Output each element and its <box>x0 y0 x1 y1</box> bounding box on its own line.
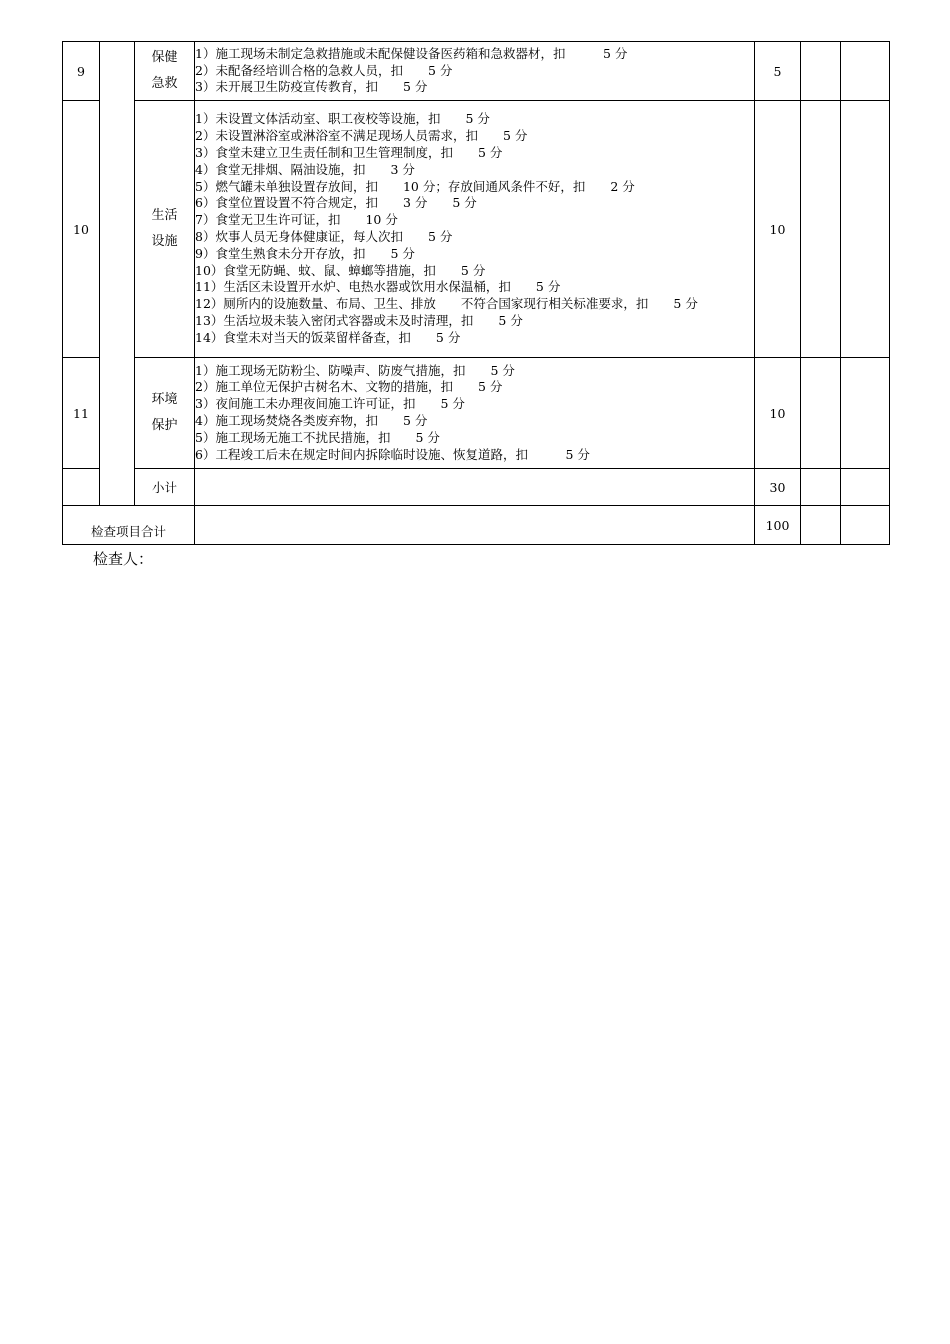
actual-score-cell <box>841 469 890 506</box>
deduction-item: 1）施工现场未制定急救措施或未配保健设备医药箱和急救器材，扣 5 分 <box>195 45 628 61</box>
row-number: 9 <box>63 42 100 101</box>
deduction-item: 2）未设置淋浴室或淋浴室不满足现场人员需求，扣 5 分 <box>195 128 528 144</box>
deduction-item: 7）食堂无卫生许可证，扣 10 分 <box>195 212 398 228</box>
actual-score-cell <box>841 506 890 545</box>
score-cell: 10 <box>755 101 801 358</box>
actual-score-cell <box>841 358 890 469</box>
deduction-item: 9）食堂生熟食未分开存放，扣 5 分 <box>195 245 415 261</box>
deduction-item: 12）厕所内的设施数量、布局、卫生、排放 不符合国家现行相关标准要求，扣 5 分 <box>195 296 698 312</box>
deduction-item: 6）食堂位置设置不符合规定，扣 3 分 5 分 <box>195 195 477 211</box>
score-cell: 5 <box>755 42 801 101</box>
deduction-item: 5）施工现场无施工不扰民措施，扣 5 分 <box>195 429 440 445</box>
subtotal-row <box>63 469 890 506</box>
row-number: 10 <box>63 101 100 358</box>
blank-cell <box>63 469 100 506</box>
deduction-items-cell <box>195 358 755 469</box>
deduction-item: 14）食堂未对当天的饭菜留样备查，扣 5 分 <box>195 329 461 345</box>
total-label: 检查项目合计 <box>63 506 195 545</box>
deduction-cell <box>801 358 841 469</box>
category-cell <box>135 358 195 469</box>
category-line: 保健 <box>151 50 178 65</box>
subtotal-score: 30 <box>755 469 801 506</box>
deduction-item: 1）施工现场无防粉尘、防噪声、防废气措施，扣 5 分 <box>195 362 515 378</box>
category-line: 急救 <box>151 76 178 91</box>
deduction-item: 3）未开展卫生防疫宣传教育，扣 5 分 <box>195 79 428 95</box>
deduction-item: 4）食堂无排烟、隔油设施，扣 3 分 <box>195 161 415 177</box>
deduction-item: 2）施工单位无保护古树名木、文物的措施，扣 5 分 <box>195 379 503 395</box>
category-cell <box>135 101 195 358</box>
total-score: 100 <box>755 506 801 545</box>
merged-blank-cell <box>100 42 135 506</box>
deduction-item: 8）炊事人员无身体健康证，每人次扣 5 分 <box>195 229 453 244</box>
deduction-item: 11）生活区未设置开水炉、电热水器或饮用水保温桶，扣 5 分 <box>195 279 561 295</box>
actual-score-cell <box>841 101 890 358</box>
deduction-item: 5）燃气罐未单独设置存放间，扣 10 分；存放间通风条件不好，扣 2 分 <box>195 178 635 194</box>
inspector-signature-label: 检查人： <box>93 550 154 568</box>
deduction-item: 10）食堂无防蝇、蚊、鼠、蟑螂等措施，扣 5 分 <box>195 262 486 278</box>
table-row <box>63 358 890 469</box>
score-cell: 10 <box>755 358 801 469</box>
category-line: 环境 <box>151 392 178 407</box>
inspection-table <box>62 41 890 545</box>
deduction-cell <box>801 101 841 358</box>
table-row <box>63 42 890 101</box>
deduction-item: 3）食堂未建立卫生责任制和卫生管理制度，扣 5 分 <box>195 145 503 161</box>
category-line: 设施 <box>151 234 178 249</box>
blank-cell <box>195 506 755 545</box>
category-cell <box>135 42 195 101</box>
deduction-cell <box>801 469 841 506</box>
category-line: 生活 <box>151 208 178 223</box>
actual-score-cell <box>841 42 890 101</box>
blank-cell <box>195 469 755 506</box>
table-row <box>63 101 890 358</box>
deduction-item: 6）工程竣工后未在规定时间内拆除临时设施、恢复道路，扣 5 分 <box>195 446 590 462</box>
deduction-item: 1）未设置文体活动室、职工夜校等设施，扣 5 分 <box>195 111 490 127</box>
row-number: 11 <box>63 358 100 469</box>
deduction-items-cell <box>195 101 755 358</box>
deduction-cell <box>801 42 841 101</box>
deduction-item: 2）未配备经培训合格的急救人员，扣 5 分 <box>195 62 453 78</box>
category-line: 保护 <box>151 418 178 433</box>
subtotal-label: 小计 <box>135 469 195 506</box>
deduction-item: 13）生活垃圾未装入密闭式容器或未及时清理，扣 5 分 <box>195 312 523 328</box>
deduction-items-cell <box>195 42 755 101</box>
deduction-cell <box>801 506 841 545</box>
total-row <box>63 506 890 545</box>
deduction-item: 4）施工现场焚烧各类废弃物，扣 5 分 <box>195 413 428 428</box>
deduction-item: 3）夜间施工未办理夜间施工许可证，扣 5 分 <box>195 396 465 412</box>
